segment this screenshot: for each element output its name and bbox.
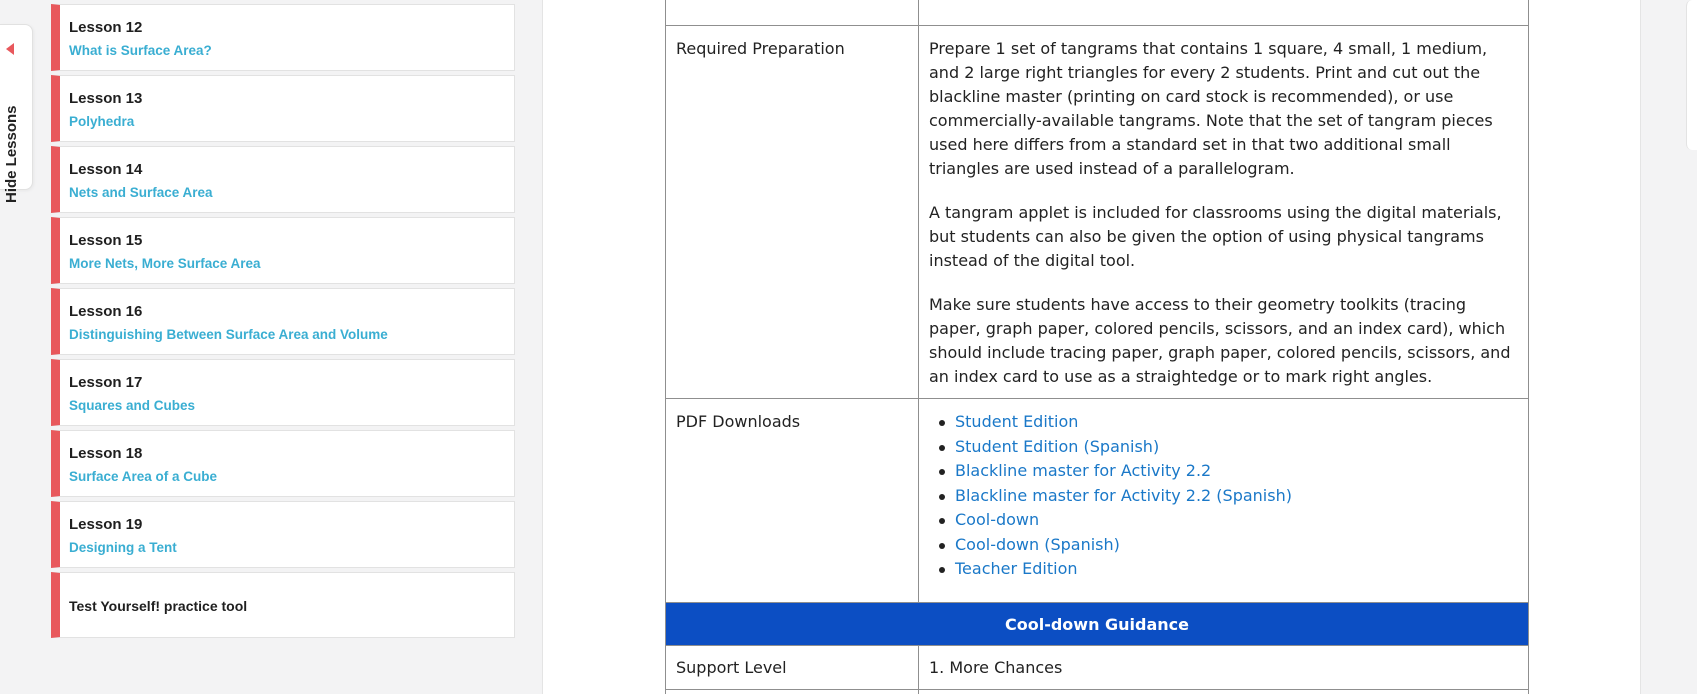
lesson-number: Lesson 19	[69, 516, 143, 533]
right-scroll-edge	[1686, 0, 1697, 694]
hide-lessons-label: Hide Lessons	[3, 105, 20, 203]
lesson-title: Surface Area of a Cube	[69, 469, 218, 484]
blackline-master-link[interactable]: Blackline master for Activity 2.2	[955, 461, 1212, 480]
paragraph: Make sure students have access to their geometry toolkits (tracing paper, graph paper, colored pencils, scissors, and an index card), which should include tracing paper, graph paper, colored pencils, scissors, and an index card to use as a straightedge or to mark right angles.	[929, 295, 1511, 386]
collapse-arrow-icon	[6, 43, 14, 55]
cool-down-spanish-link[interactable]: Cool-down (Spanish)	[955, 534, 1120, 554]
lesson-title: Squares and Cubes	[69, 398, 196, 413]
lesson-item[interactable]	[51, 501, 515, 568]
table-row	[666, 0, 1528, 26]
download-list	[929, 410, 1518, 582]
teacher-edition-link[interactable]: Teacher Edition	[955, 559, 1078, 578]
hide-lessons-tab[interactable]	[0, 24, 33, 203]
blackline-master-spanish-link[interactable]: Blackline master for Activity 2.2 (Spanish)	[955, 485, 1292, 505]
paragraph: Prepare 1 set of tangrams that contains 1 square, 4 small, 1 medium, and 2 large right triangles for every 2 students. Print and cut out the blackline master (printing on card stock is recommended), or use commercially-available tangrams. Note that the set of tangram pieces used here differs from a standard set in that two additional small triangles are used instead of a parallelogram.	[929, 39, 1493, 178]
row-label: Support Level	[666, 646, 919, 689]
lesson-number: Lesson 13	[69, 90, 143, 107]
lesson-item[interactable]	[51, 430, 515, 497]
list-item	[955, 533, 1518, 558]
lesson-number: Lesson 14	[69, 161, 143, 178]
list-item	[955, 459, 1518, 484]
lesson-number: Lesson 18	[69, 445, 143, 462]
pdf-downloads-row	[666, 399, 1528, 603]
practice-tool-item[interactable]	[51, 572, 515, 638]
lesson-number: Lesson 17	[69, 374, 143, 391]
practice-tool-label: Test Yourself! practice tool	[69, 598, 248, 614]
lesson-title: Distinguishing Between Surface Area and Volume	[69, 327, 388, 342]
lesson-info-table	[665, 0, 1529, 694]
support-level-row	[666, 646, 1528, 690]
list-item	[955, 484, 1518, 509]
row-value: 1. More Chances	[929, 658, 1063, 677]
lesson-item[interactable]	[51, 75, 515, 142]
row-value	[919, 399, 1528, 602]
lesson-item[interactable]	[51, 4, 515, 71]
lesson-title: Polyhedra	[69, 114, 135, 129]
row-label: PDF Downloads	[666, 399, 919, 602]
list-item	[955, 508, 1518, 533]
section-heading: Cool-down Guidance	[1004, 614, 1190, 634]
cooldown-guidance-header	[666, 603, 1528, 646]
list-item	[955, 410, 1518, 435]
row-label: Required Preparation	[666, 26, 919, 398]
side-panel-handle[interactable]	[1686, 0, 1697, 150]
lesson-title: Designing a Tent	[69, 540, 177, 555]
row-value	[919, 26, 1528, 398]
list-item	[955, 435, 1518, 460]
lesson-number: Lesson 16	[69, 303, 143, 320]
cool-down-link[interactable]: Cool-down	[955, 510, 1040, 529]
required-preparation-row	[666, 26, 1528, 399]
lesson-list	[51, 4, 515, 642]
lesson-number: Lesson 12	[69, 19, 143, 36]
table-row	[666, 690, 1528, 694]
student-edition-spanish-link[interactable]: Student Edition (Spanish)	[955, 436, 1160, 456]
lesson-item[interactable]	[51, 288, 515, 355]
lesson-title: What is Surface Area?	[69, 43, 212, 58]
list-item	[955, 557, 1518, 582]
lesson-item[interactable]	[51, 146, 515, 213]
student-edition-link[interactable]: Student Edition	[955, 412, 1079, 431]
lesson-number: Lesson 15	[69, 232, 143, 249]
main-content	[542, 0, 1641, 694]
lesson-item[interactable]	[51, 217, 515, 284]
paragraph: A tangram applet is included for classrooms using the digital materials, but students can also be given the option of using physical tangrams instead of the digital tool.	[929, 203, 1502, 270]
lesson-title: More Nets, More Surface Area	[69, 256, 261, 271]
lesson-item[interactable]	[51, 359, 515, 426]
lesson-title: Nets and Surface Area	[69, 185, 213, 200]
